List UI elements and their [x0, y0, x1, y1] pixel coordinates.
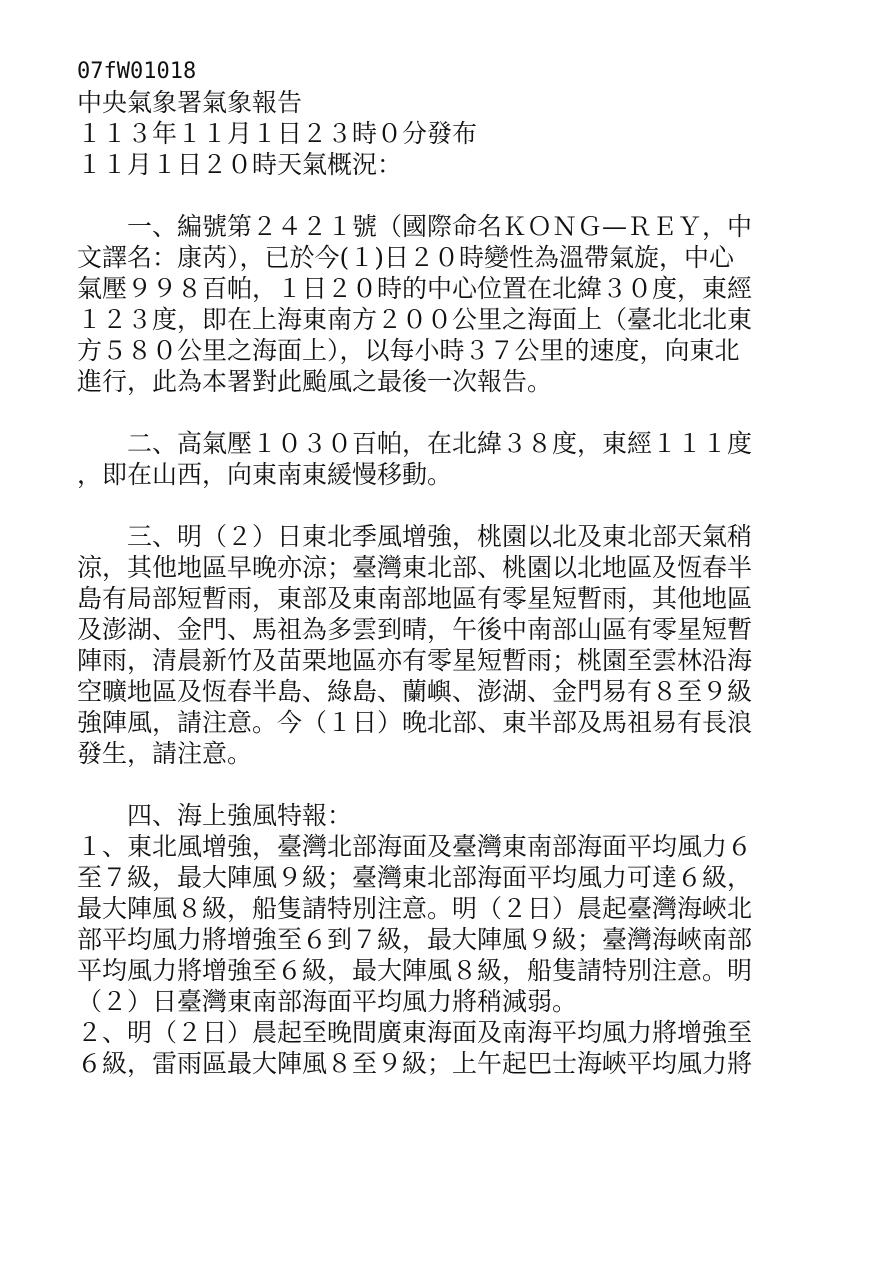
- paragraph-line: 一、編號第２４２１號（國際命名ＫＯＮＧ—ＲＥＹ，中: [77, 212, 753, 241]
- paragraph-line: 平均風力將增強至６級，最大陣風８級，船隻請特別注意。明: [77, 956, 753, 985]
- paragraph-line: ２、明（２日）晨起至晚間廣東海面及南海平均風力將增強至: [77, 1018, 753, 1047]
- paragraph-line: １２３度，即在上海東南方２００公里之海面上（臺北北北東: [77, 305, 753, 334]
- paragraph-line: 氣壓９９８百帕，１日２０時的中心位置在北緯３０度，東經: [77, 274, 753, 303]
- agency-title: 中央氣象署氣象報告: [77, 88, 303, 117]
- section-marine-warning: [77, 800, 807, 1079]
- paragraph-line: １、東北風增強，臺灣北部海面及臺灣東南部海面平均風力６: [77, 832, 753, 861]
- paragraph-line: 及澎湖、金門、馬祖為多雲到晴，午後中南部山區有零星短暫: [77, 615, 753, 644]
- paragraph-line: 方５８０公里之海面上），以每小時３７公里的速度，向東北: [77, 336, 740, 365]
- section-forecast: [77, 521, 807, 769]
- paragraph-line: 部平均風力將增強至６到７級，最大陣風９級；臺灣海峽南部: [77, 925, 753, 954]
- spacer: [77, 397, 807, 428]
- section-typhoon: [77, 211, 807, 397]
- paragraph-line: 空曠地區及恆春半島、綠島、蘭嶼、澎湖、金門易有８至９級: [77, 677, 753, 706]
- paragraph-line: 至７級，最大陣風９級；臺灣東北部海面平均風力可達６級，: [77, 863, 753, 892]
- spacer: [77, 490, 807, 521]
- section-high-pressure: [77, 428, 807, 490]
- paragraph-line: 強陣風，請注意。今（１日）晚北部、東半部及馬祖易有長浪: [77, 708, 753, 737]
- paragraph-line: 島有局部短暫雨，東部及東南部地區有零星短暫雨，其他地區: [77, 584, 753, 613]
- issue-time: １１３年１１月１日２３時０分發布: [77, 119, 478, 148]
- weather-report-page: [77, 56, 807, 1079]
- paragraph-line: （２）日臺灣東南部海面平均風力將稍減弱。: [77, 987, 578, 1016]
- paragraph-line: ６級，雷雨區最大陣風８至９級；上午起巴士海峽平均風力將: [77, 1049, 753, 1078]
- document-id: 07fW01018: [77, 59, 197, 84]
- overview-title: １１月１日２０時天氣概況：: [77, 150, 403, 179]
- paragraph-line: 二、高氣壓１０３０百帕，在北緯３８度，東經１１１度: [77, 429, 753, 458]
- paragraph-line: 三、明（２）日東北季風增強，桃園以北及東北部天氣稍: [77, 522, 753, 551]
- paragraph-line: 最大陣風８級，船隻請特別注意。明（２日）晨起臺灣海峽北: [77, 894, 753, 923]
- paragraph-line: 陣雨，清晨新竹及苗栗地區亦有零星短暫雨；桃園至雲林沿海: [77, 646, 753, 675]
- paragraph-line: 發生，請注意。: [77, 739, 253, 768]
- paragraph-line: 涼，其他地區早晚亦涼；臺灣東北部、桃園以北地區及恆春半: [77, 553, 753, 582]
- spacer: [77, 769, 807, 800]
- paragraph-line: 文譯名：康芮），已於今(１)日２０時變性為溫帶氣旋，中心: [77, 243, 735, 272]
- paragraph-line: 四、海上強風特報：: [77, 801, 353, 830]
- spacer: [77, 180, 807, 211]
- paragraph-line: ，即在山西，向東南東緩慢移動。: [77, 460, 453, 489]
- paragraph-line: 進行，此為本署對此颱風之最後一次報告。: [77, 367, 553, 396]
